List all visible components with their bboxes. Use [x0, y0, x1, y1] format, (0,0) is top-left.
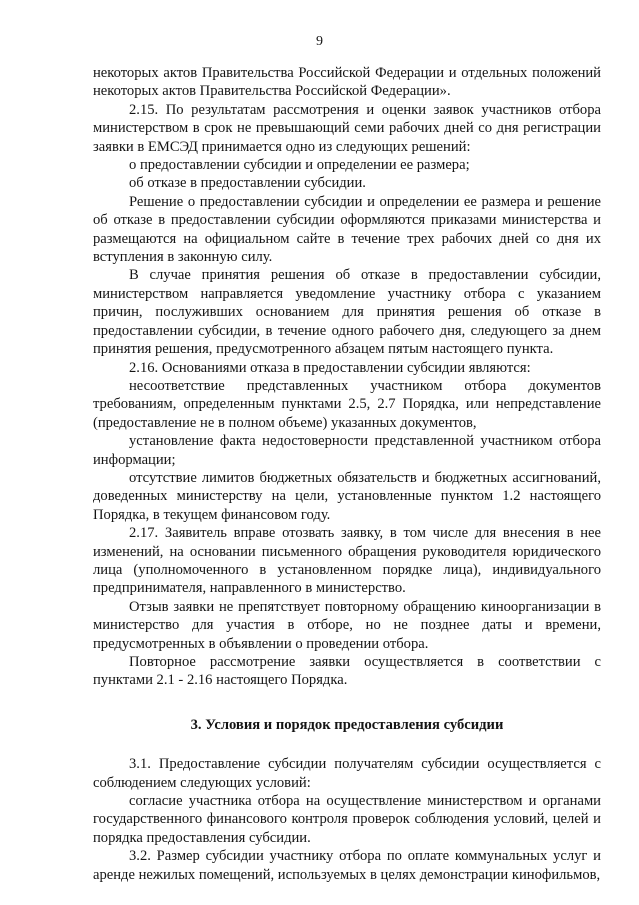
condition-consent: согласие участника отбора на осуществление министерством и органами государственного финансового контроля проверок соблюдения условий, целей и порядка предоставления субсидии. — [93, 793, 601, 846]
paragraph-refusal-notice: В случае принятия решения об отказе в предоставлении субсидии, министерством направляется уведомление участнику отбора с указанием причин, послуживших основанием для принятия решения об отказе в предоставлении субсидии, в течение одного рабочего дня, следующего за днем принятия решения, предусмотренного абзацем пятым настоящего пункта. — [93, 267, 601, 358]
paragraph-2-15: 2.15. По результатам рассмотрения и оценки заявок участников отбора министерством в срок не превышающий семи рабочих дней со дня регистрации заявки в ЕМСЭД принимается одно из следующих решений: — [93, 101, 601, 155]
refusal-ground-no-limits: отсутствие лимитов бюджетных обязательств и бюджетных ассигнований, доведенных министерству на цели, установленные пунктом 1.2 настоящего Порядка, в текущем финансовом году. — [93, 469, 601, 523]
refusal-ground-unreliable-info: установление факта недостоверности представленной участником отбора информации; — [93, 433, 601, 468]
paragraph-withdrawal: Отзыв заявки не препятствует повторному обращению киноорганизации в министерство для участия в отборе, но не позднее даты и времени, предусмотренных в объявлении о проведении отбора. — [93, 598, 601, 652]
paragraph-2-17: 2.17. Заявитель вправе отозвать заявку, в том числе для внесения в нее изменений, на основании письменного обращения руководителя юридического лица (уполномоченного в установленном порядке лица), индивидуального предпринимателя, направленного в министерство. — [93, 525, 601, 597]
section-title: 3. Условия и порядок предоставления субсидии — [190, 716, 504, 733]
decision-option-grant: о предоставлении субсидии и определении ее размера; — [129, 157, 470, 174]
document-body — [93, 64, 601, 884]
page-number: 9 — [316, 34, 323, 49]
paragraph-re-review: Повторное рассмотрение заявки осуществляется в соответствии с пунктами 2.1 - 2.16 настоящего Порядка. — [93, 654, 601, 689]
paragraph-2-16: 2.16. Основаниями отказа в предоставлении субсидии являются: — [129, 359, 531, 376]
paragraph-3-1: 3.1. Предоставление субсидии получателям субсидии осуществляется с соблюдением следующих условий: — [93, 756, 601, 791]
decision-option-refusal: об отказе в предоставлении субсидии. — [129, 175, 366, 192]
paragraph-3-2: 3.2. Размер субсидии участнику отбора по оплате коммунальных услуг и аренде нежилых помещений, используемых в целях демонстрации кинофильмов, — [93, 848, 601, 883]
refusal-ground-documents: несоответствие представленных участником отбора документов требованиям, определенным пунктами 2.5, 2.7 Порядка, или непредставление (предоставление не в полном объеме) указанных документов, — [93, 377, 601, 431]
paragraph-continuation: некоторых актов Правительства Российской Федерации и отдельных положений некоторых актов Правительства Российской Федерации». — [93, 65, 601, 100]
paragraph-decision-orders: Решение о предоставлении субсидии и определении ее размера и решение об отказе в предоставлении субсидии оформляются приказами министерства и размещаются на официальном сайте в течение трех рабочих дней со дня их вступления в законную силу. — [93, 193, 601, 266]
